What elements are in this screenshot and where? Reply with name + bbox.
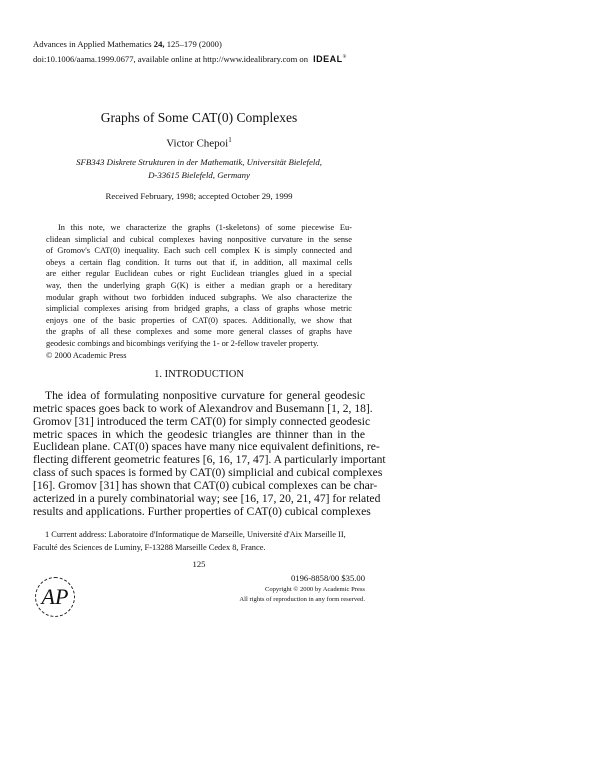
abstract-line: geodesic combings and bicombings verifying the 1- or 2-fellow traveler property.	[46, 339, 319, 348]
affiliation-line: D-33615 Bielefeld, Germany	[148, 170, 250, 180]
body-line: acterized in a purely combinatorial way; see [16, 17, 20, 21, 47] for related	[33, 491, 381, 505]
affiliation-line: SFB343 Diskrete Strukturen in der Mathematik, Universität Bielefeld,	[76, 157, 322, 167]
publisher-logo: AP	[35, 577, 75, 617]
body-line: Euclidean plane. CAT(0) spaces have many nice equivalent definitions, re-	[33, 440, 380, 454]
journal-line: Advances in Applied Mathematics 24, 125–179 (2000)	[33, 39, 222, 49]
received-dates: Received February, 1998; accepted October 29, 1999	[105, 191, 293, 201]
abstract-line: of Gromov's CAT(0) inequality. Each such cell complex K is simply connected and	[46, 246, 352, 256]
body-line: results and applications. Further properties of CAT(0) cubical complexes	[33, 504, 371, 518]
footnote-line: Faculté des Sciences de Luminy, F-13288 Marseille Cedex 8, France.	[33, 543, 266, 552]
author: Victor Chepoi$^1$	[166, 136, 232, 150]
section-heading: 1. INTRODUCTION	[154, 369, 244, 380]
ideal-logo: IDEAL	[313, 54, 343, 64]
body-line: metric spaces in which the geodesic triangles are thinner than in the	[33, 427, 365, 441]
abstract-line: © 2000 Academic Press	[46, 350, 127, 360]
abstract-line: clidean simplicial and cubical complexes having nonpositive curvature in the sense	[46, 234, 352, 244]
issn-price: 0196-8858/00 $35.00	[291, 573, 365, 583]
body-line: Gromov [31] introduced the term CAT(0) for simply connected geodesic	[33, 414, 371, 428]
rights: All rights of reproduction in any form reserved.	[239, 596, 365, 603]
doi-line: doi:10.1006/aama.1999.0677, available online at http://www.idealibrary.com on IDEAL®	[33, 54, 347, 64]
body-line: metric spaces goes back to work of Alexandrov and Busemann [1, 2, 18].	[33, 401, 373, 415]
abstract-line: enjoys one of the basic properties of CAT(0) spaces. Additionally, we show that	[46, 315, 352, 325]
abstract-line: simplicial complexes arising from bridged graphs, a class of graphs whose metric	[46, 304, 352, 314]
body-line: The idea of formulating nonpositive curvature for general geodesic	[45, 389, 365, 402]
copyright: Copyright © 2000 by Academic Press	[264, 586, 365, 593]
abstract-line: are either regular Euclidean cubes or right Euclidean triangles glued in a special	[46, 269, 352, 279]
abstract-line: In this note, we characterize the graphs (1-skeletons) of some piecewise Eu-	[58, 223, 352, 232]
body-line: class of such spaces is formed by CAT(0) simplicial and cubical complexes	[33, 466, 383, 480]
footnote-line: 1 Current address: Laboratoire d'Informatique de Marseille, Université d'Aix Marseille II,	[45, 530, 346, 539]
body-line: flecting different geometric features [6, 16, 17, 47]. A particularly important	[33, 453, 386, 467]
paper-title: Graphs of Some CAT(0) Complexes	[100, 110, 298, 125]
abstract-line: modular graph without two forbidden induced subgraphs. We also characterize the	[46, 292, 352, 302]
body-line: [16]. Gromov [31] has shown that CAT(0) cubical complexes can be char-	[33, 478, 378, 492]
abstract-line: way, then the underlying graph G(K) is either a median graph or a hereditary	[46, 281, 352, 290]
page-number: 125	[192, 559, 206, 569]
abstract-line: the graphs of all these complexes and some more general classes of graphs have	[46, 327, 352, 337]
abstract-line: obeys a certain flag condition. It turns out that if, in addition, all maximal cells	[46, 257, 352, 267]
